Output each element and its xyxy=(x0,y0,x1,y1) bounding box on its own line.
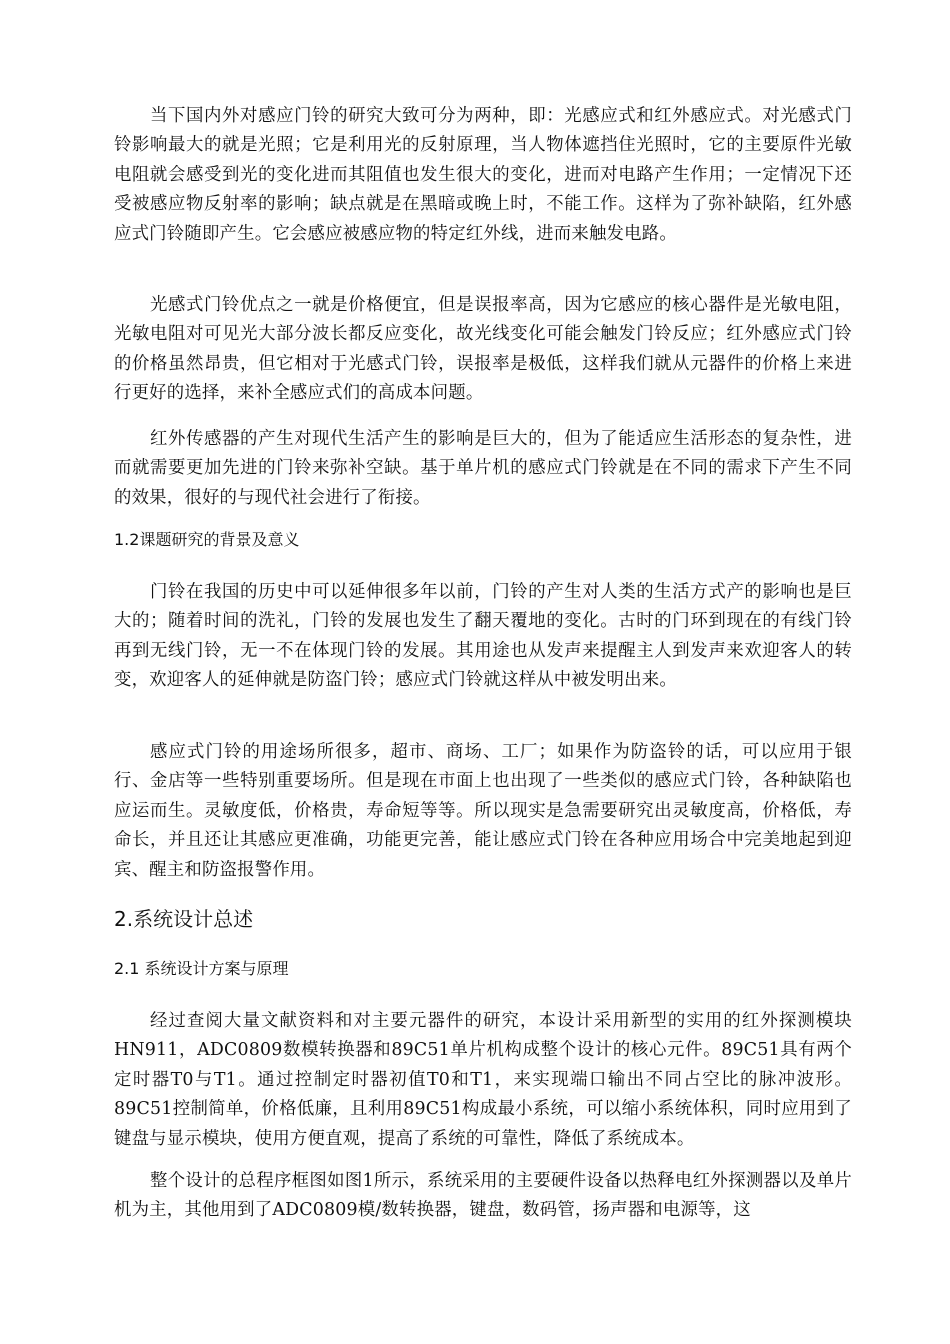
paragraph-doorbell-uses: 感应式门铃的用途场所很多，超市、商场、工厂；如果作为防盗铃的话，可以应用于银行、金店等一些特别重要场所。但是现在市面上也出现了一些类似的感应式门铃，各种缺陷也应运而生。灵敏度低，价格贵，寿命短等等。所以现实是急需要研究出灵敏度高，价格低，寿命长，并且还让其感应更准确，功能更完善，能让感应式门铃在各种应用场合中完美地起到迎宾、醒主和防盗报警作用。 xyxy=(114,742,852,880)
section-heading-1-2: 1.2课题研究的背景及意义 xyxy=(114,530,300,549)
paragraph-infrared-impact: 红外传感器的产生对现代生活产生的影响是巨大的，但为了能适应生活形态的复杂性，进而就需要更加先进的门铃来弥补空缺。基于单片机的感应式门铃就是在不同的需求下产生不同的效果，很好的与现代社会进行了衔接。 xyxy=(114,429,852,508)
paragraph-program-overview: 整个设计的总程序框图如图1所示，系统采用的主要硬件设备以热释电红外探测器以及单片机为主，其他用到了ADC0809模/数转换器，键盘，数码管，扬声器和电源等，这 xyxy=(114,1171,852,1221)
paragraph-light-vs-infrared: 光感式门铃优点之一就是价格便宜，但是误报率高，因为它感应的核心器件是光敏电阻，光敏电阻对可见光大部分波长都反应变化，故光线变化可能会触发门铃反应；红外感应式门铃的价格虽然昂贵，但它相对于光感式门铃，误报率是极低，这样我们就从元器件的价格上来进行更好的选择，来补全感应式们的高成本问题。 xyxy=(114,295,852,404)
section-heading-2-1: 2.1 系统设计方案与原理 xyxy=(114,959,289,978)
section-heading-2: 2.系统设计总述 xyxy=(114,907,254,931)
paragraph-design-scheme: 经过查阅大量文献资料和对主要元器件的研究，本设计采用新型的实用的红外探测模块HN911，ADC0809数模转换器和89C51单片机构成整个设计的核心元件。89C51具有两个定时器T0与T1。通过控制定时器初值T0和T1，来实现端口输出不同占空比的脉冲波形。89C51控制简单，价格低廉，且利用89C51构成最小系统，可以缩小系统体积，同时应用到了键盘与显示模块，使用方便直观，提高了系统的可靠性，降低了系统成本。 xyxy=(114,1011,852,1149)
paragraph-doorbell-history: 门铃在我国的历史中可以延伸很多年以前，门铃的产生对人类的生活方式产的影响也是巨大的；随着时间的洗礼，门铃的发展也发生了翻天覆地的变化。古时的门环到现在的有线门铃再到无线门铃，无一不在体现门铃的发展。其用途也从发声来提醒主人到发声来欢迎客人的转变，欢迎客人的延伸就是防盗门铃；感应式门铃就这样从中被发明出来。 xyxy=(114,582,852,691)
paragraph-sensor-types: 当下国内外对感应门铃的研究大致可分为两种，即：光感应式和红外感应式。对光感式门铃影响最大的就是光照；它是利用光的反射原理，当人物体遮挡住光照时，它的主要原件光敏电阻就会感受到光的变化进而其阻值也发生很大的变化，进而对电路产生作用；一定情况下还受被感应物反射率的影响；缺点就是在黑暗或晚上时，不能工作。这样为了弥补缺陷，红外感应式门铃随即产生。它会感应被感应物的特定红外线，进而来触发电路。 xyxy=(114,106,852,244)
